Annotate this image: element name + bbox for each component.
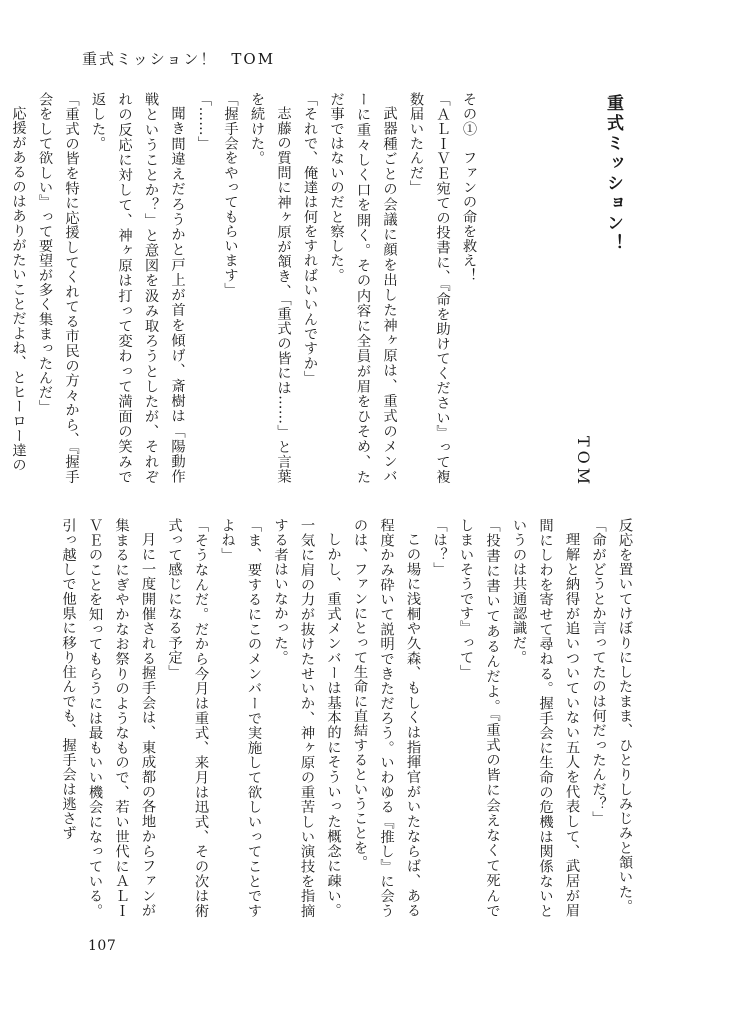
paragraph: 武器種ごとの会議に顔を出した神ヶ原は、重式のメンバーに重々しく口を開く。その内容に全員が眉をひそめ、ただ事ではないのだと察した。 [328, 92, 398, 484]
running-head [82, 48, 275, 69]
paragraph: 「投書に書いてあるんだよ。『重式の皆に会えなくて死んでしまいそうです』って」 [458, 518, 501, 918]
paragraph: 「ま、要するにこのメンバーで実施して欲しいってことですよね」 [219, 518, 262, 918]
section-heading: その① ファンの命を救え！ [461, 92, 477, 283]
paragraph: 月に一度開催される握手会は、東成都の各地からファンが集まるにぎやかなお祭りのようなもので、若い世代にＡＬＩＶＥのことを知ってもらうには最もいい機会になっている。引っ越しで他県に移り住んでも、握手会は逃さず [60, 518, 156, 918]
paragraph: 反応を置いてけぼりにしたまま、ひとりしみじみと頷いた。 [617, 518, 633, 914]
paragraph: 「……」 [196, 92, 212, 151]
running-head-author: TOM [231, 50, 276, 68]
paragraph: 「ＡＬＩＶＥ宛ての投書に、『命を助けてください』って複数届いたんだ」 [408, 92, 451, 484]
paragraph: 聞き間違えだろうかと戸上が首を傾げ、斎樹は「陽動作戦ということか？」と意図を汲み取ろうとしたが、それぞれの反応に対して、神ヶ原は打って変わって満面の笑みで返した。 [90, 92, 186, 484]
paragraph: 「命がどうとか言ってたのは何だったんだ？」 [590, 518, 607, 826]
paragraph: 応援があるのはありがたいことだよね、とヒーロー達の [10, 106, 27, 473]
paragraph: しかし、重式メンバーは基本的にそういった概念に疎い。一気に肩の力が抜けたせいか、神ヶ原の重苦しい演技を指摘する者はいなかった。 [272, 518, 342, 918]
paragraph: 「そうなんだ。だから今月は重式、来月は迅式、その次は術式って感じになる予定」 [166, 518, 209, 918]
story-author: TOM [574, 436, 593, 489]
story-title: 重式ミッション！ [603, 94, 623, 254]
paragraph: 志藤の質問に神ヶ原が頷き、「重式の皆には……」と言葉を続けた。 [249, 92, 292, 484]
paragraph: 理解と納得が追いついていない五人を代表して、武居が眉間にしわを寄せて尋ねる。握手会に生命の危機は関係ないというのは共通認識だ。 [511, 518, 580, 918]
paragraph: 「それで、俺達は何をすればいいんですか」 [302, 92, 318, 385]
paragraph: 「重式の皆を特に応援してくれてる市民の方々から、『握手会をして欲しい』って要望が多く集まったんだ」 [37, 92, 80, 484]
lower-text-block [60, 518, 638, 918]
running-head-series: 重式ミッション！ [82, 50, 218, 68]
paragraph: 「は？」 [431, 518, 448, 577]
paragraph: 「握手会をやってもらいます」 [222, 92, 239, 298]
page-number: 107 [88, 938, 117, 954]
upper-text-block [10, 92, 482, 484]
paragraph: この場に浅桐や久森、もしくは指揮官がいたならば、ある程度かみ砕いて説明できただろう。いわゆる『推し』に会うのは、ファンにとって生命に直結するということを。 [352, 518, 421, 918]
